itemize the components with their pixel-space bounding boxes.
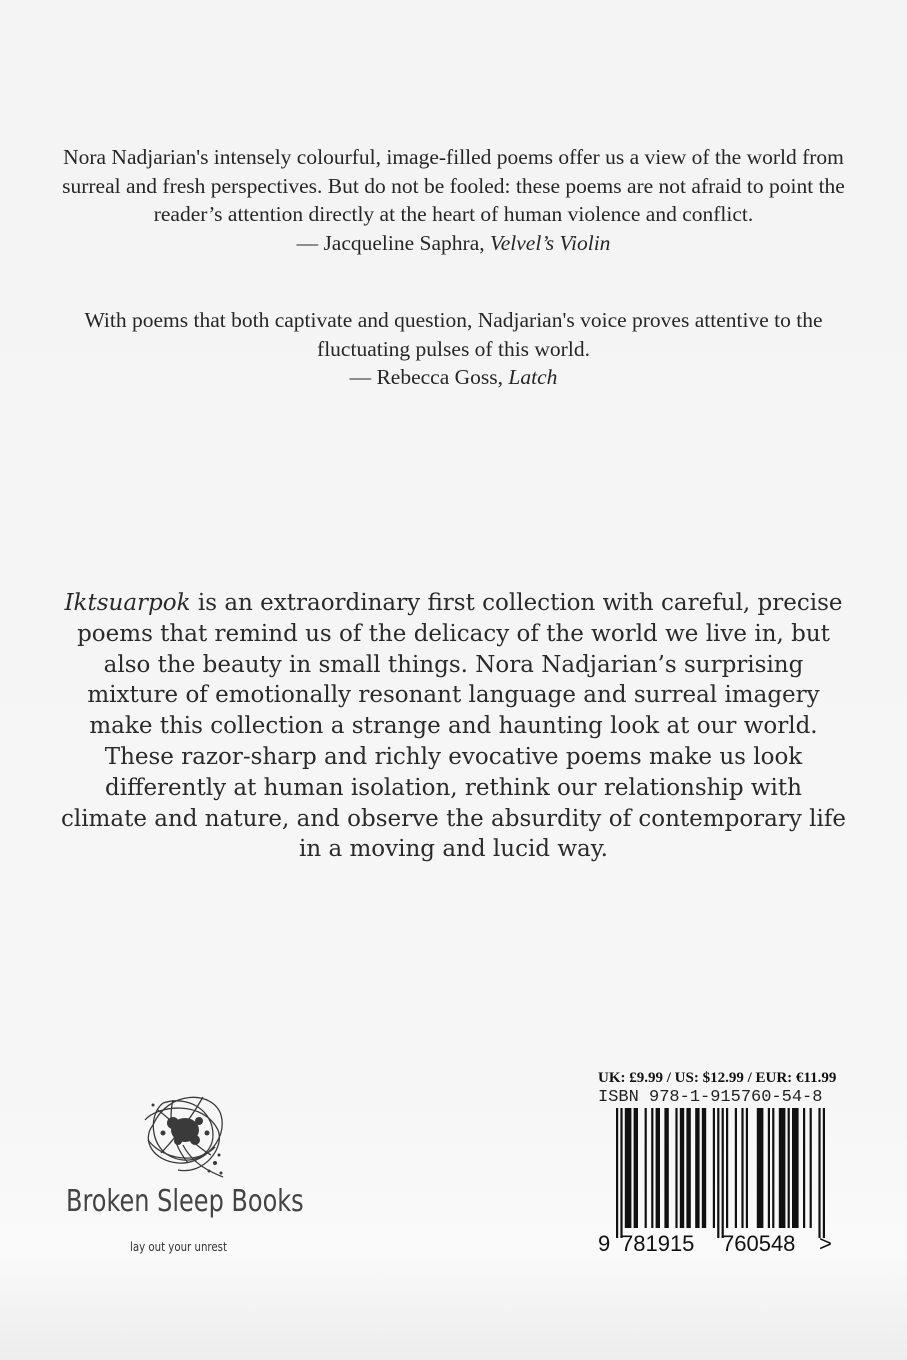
barcode-bar xyxy=(772,1108,774,1228)
quote-author: — Rebecca Goss, xyxy=(349,365,509,389)
barcode-bar xyxy=(757,1108,764,1228)
barcode-bar xyxy=(645,1108,647,1228)
endorsement-quote-1 xyxy=(60,143,847,257)
barcode-bar xyxy=(664,1108,668,1228)
scribble-logo-icon xyxy=(133,1085,233,1185)
barcode-guard-bar xyxy=(818,1108,820,1238)
barcode-group-left: 781915 xyxy=(621,1231,695,1256)
barcode-bar xyxy=(803,1108,805,1228)
barcode-first-digit: 9 xyxy=(598,1231,611,1256)
barcode-guard-bar xyxy=(616,1108,618,1238)
quote-work: Velvel’s Violin xyxy=(490,230,611,255)
book-description xyxy=(60,588,847,865)
quote-text: With poems that both captivate and question, Nadjarian's voice proves attentive to the fluctuating pulses of this world. xyxy=(84,308,823,361)
barcode-digits xyxy=(594,1231,844,1261)
barcode-bar xyxy=(779,1108,786,1228)
price-label: UK: £9.99 / US: $12.99 / EUR: €11.99 xyxy=(598,1070,837,1086)
barcode-bar xyxy=(702,1108,706,1228)
isbn-barcode-block xyxy=(594,1068,844,1268)
endorsement-quote-2 xyxy=(60,306,847,392)
barcode-bar xyxy=(675,1108,677,1228)
barcode-bar xyxy=(746,1108,748,1228)
quote-attribution xyxy=(60,229,847,258)
barcode-bar xyxy=(695,1108,699,1228)
barcode-bar xyxy=(713,1108,715,1228)
barcode-bar xyxy=(686,1108,690,1228)
quote-work: Latch xyxy=(508,365,558,389)
book-title: Iktsuarpok xyxy=(64,590,191,616)
quote-author: — Jacqueline Saphra, xyxy=(296,230,490,255)
barcode-bar xyxy=(726,1108,728,1228)
barcode-bar xyxy=(680,1108,684,1228)
barcode-bar xyxy=(735,1108,737,1228)
quote-text: Nora Nadjarian's intensely colourful, image-filled poems offer us a view of the world from surreal and fresh perspectives. But do not be fooled: these poems are not afraid to point the reader’s attention directly at the heart of human violence and conflict. xyxy=(62,145,845,226)
barcode-bar xyxy=(625,1108,632,1228)
barcode-bar xyxy=(792,1108,799,1228)
barcode-guard-bar xyxy=(823,1108,825,1238)
barcode-graphic xyxy=(594,1108,844,1238)
barcode-guard-bar xyxy=(722,1108,724,1238)
barcode-guard-bar xyxy=(717,1108,719,1238)
publisher-tagline: lay out your unrest xyxy=(130,1240,227,1254)
barcode-bar xyxy=(634,1108,638,1228)
barcode-bar xyxy=(656,1108,660,1228)
barcode-arrow: > xyxy=(819,1231,832,1256)
description-text: is an extraordinary first collection with careful, precise poems that remind us of the delicacy of the world we live in, but also the beauty in small things. Nora Nadjarian’s surprising mixture of emotionally resonant language and surreal imagery make this collection a strange and haunting look at our world. These razor-sharp and richly evocative poems make us look differently at human isolation, rethink our relationship with climate and nature, and observe the absurdity of contemporary life in a moving and lucid way. xyxy=(60,590,847,863)
isbn-label: ISBN 978-1-915760-54-8 xyxy=(598,1088,823,1107)
barcode-bar xyxy=(768,1108,770,1228)
quote-attribution xyxy=(60,363,847,392)
barcode-bar xyxy=(651,1108,653,1228)
barcode-bar xyxy=(788,1108,790,1228)
barcode-group-right: 760548 xyxy=(722,1231,796,1256)
publisher-name: Broken Sleep Books xyxy=(66,1184,304,1219)
barcode-bar xyxy=(810,1108,812,1228)
barcode-guard-bar xyxy=(620,1108,622,1238)
barcode-bar xyxy=(741,1108,743,1228)
